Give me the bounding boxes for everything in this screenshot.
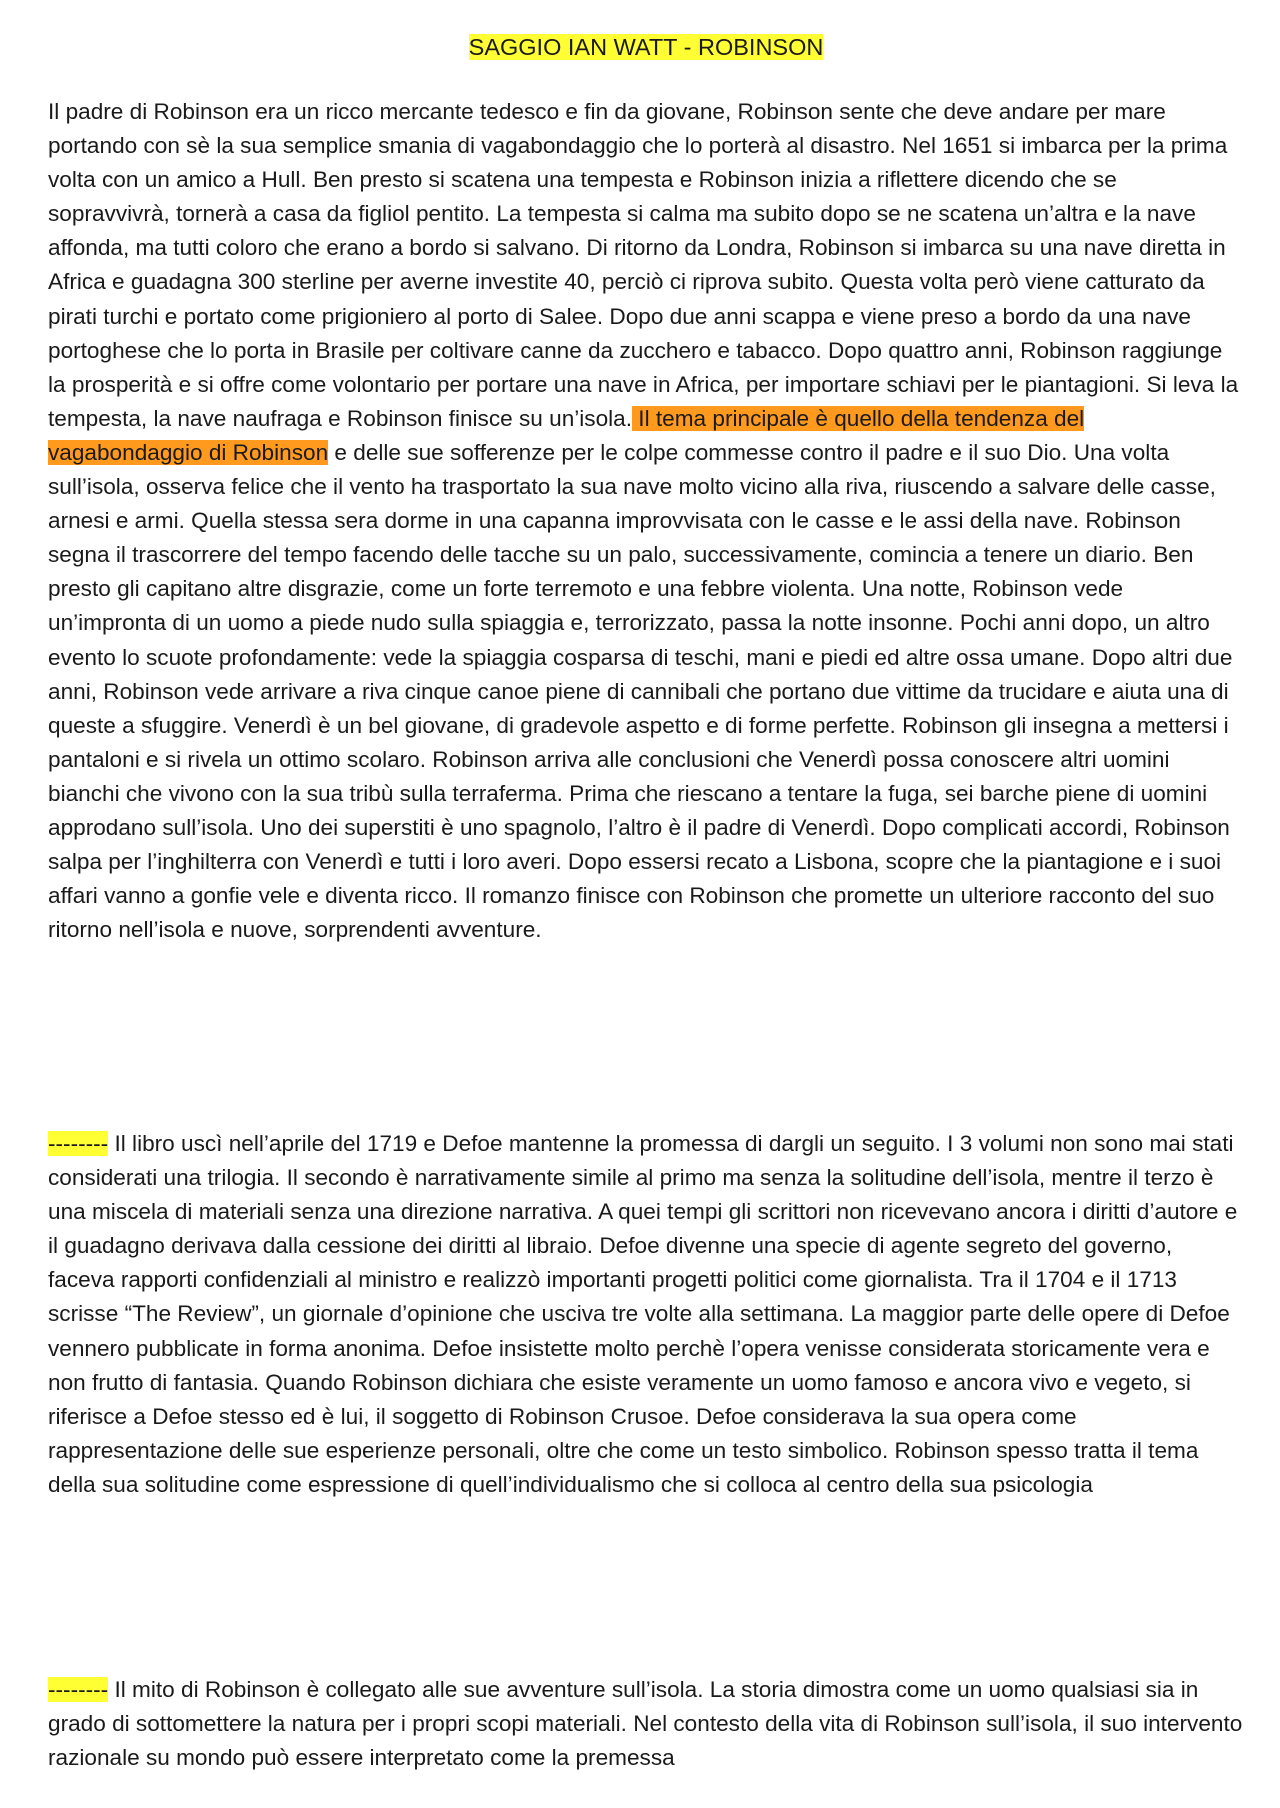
page-title: SAGGIO IAN WATT - ROBINSON [468,34,824,60]
highlighted-theme-sentence: Il tema principale è quello della tendenza del vagabondaggio di Robinson [48,405,1085,465]
paragraph-text: Il padre di Robinson era un ricco mercante tedesco e fin da giovane, Robinson sente che deve andare per mare portando con sè la sua semplice smania di vagabondaggio che lo porterà al disastro. Nel 1651 si imbarca per la prima volta con un amico a Hull. Ben presto si scatena una tempesta e Robinson inizia a riflettere dicendo che se sopravvivrà, tornerà a casa da figliol pentito. La tempesta si calma ma subito dopo se ne scatena un’altra e la nave affonda, ma tutti coloro che erano a bordo si salvano. Di ritorno da Londra, Robinson si imbarca su una nave diretta in Africa e guadagna 300 sterline per averne investite 40, perciò ci riprova subito. Questa volta però viene catturato da pirati turchi e portato come prigioniero al porto di Salee. Dopo due anni scappa e viene preso a bordo da una nave portoghese che lo porta in Brasile per coltivare canne da zucchero e tabacco. Dopo quattro anni, Robinson raggiunge la prosperità e si offre come volontario per portare una nave in Africa, per importare schiavi per le piantagioni. Si leva la tempesta, la nave naufraga e Robinson finisce su un’isola. [48,99,1239,431]
section-marker: -------- [48,1131,109,1156]
paragraph-text: e delle sue sofferenze per le colpe commesse contro il padre e il suo Dio. Una volta sull’isola, osserva felice che il vento ha trasportato la sua nave molto vicino alla riva, riuscendo a salvare delle casse, arnesi e armi. Quella stessa sera dorme in una capanna improvvisata con le casse e le assi della nave. Robinson segna il trascorrere del tempo facendo delle tacche su un palo, successivamente, comincia a tenere un diario. Ben presto gli capitano altre disgrazie, come un forte terremoto e una febbre violenta. Una notte, Robinson vede un’impronta di un uomo a piede nudo sulla spiaggia e, terrorizzato, passa la notte insonne. Pochi anni dopo, un altro evento lo scuote profondamente: vede la spiaggia cosparsa di teschi, mani e piedi ed altre ossa umane. Dopo altri due anni, Robinson vede arrivare a riva cinque canoe piene di cannibali che portano due vittime da trucidare e aiuta una di queste a sfuggire. Venerdì è un bel giovane, di gradevole aspetto e di forme perfette. Robinson gli insegna a mettersi i pantaloni e si rivela un ottimo scolaro. Robinson arriva alle conclusioni che Venerdì possa conoscere altri uomini bianchi che vivono con la sua tribù sulla terraferma. Prima che riescano a tentare la fuga, sei barche piene di uomini approdano sull’isola. Uno dei superstiti è uno spagnolo, l’altro è il padre di Venerdì. Dopo complicati accordi, Robinson salpa per l’inghilterra con Venerdì e tutti i loro averi. Dopo essersi recato a Lisbona, scopre che la piantagione e i suoi affari vanno a gonfie vele e diventa ricco. Il romanzo finisce con Robinson che promette un ulteriore racconto del suo ritorno nell’isola e nuove, sorprendenti avventure. [48,439,1233,943]
paragraph-robinson-myth [48,1673,1244,1775]
paragraph-plot-summary [48,95,1244,947]
title-row [48,30,1244,64]
paragraph-publication-history [48,1127,1244,1502]
section-marker: -------- [48,1677,109,1702]
paragraph-text: Il libro uscì nell’aprile del 1719 e Defoe mantenne la promessa di dargli un seguito. I 3 volumi non sono mai stati considerati una trilogia. Il secondo è narrativamente simile al primo ma senza la solitudine dell’isola, mentre il terzo è una miscela di materiali senza una direzione narrativa. A quei tempi gli scrittori non ricevevano ancora i diritti d’autore e il guadagno derivava dalla cessione dei diritti al libraio. Defoe divenne una specie di agente segreto del governo, faceva rapporti confidenziali al ministro e realizzò importanti progetti politici come giornalista. Tra il 1704 e il 1713 scrisse “The Review”, un giornale d’opinione che usciva tre volte alla settimana. La maggior parte delle opere di Defoe vennero pubblicate in forma anonima. Defoe insistette molto perchè l’opera venisse considerata storicamente vera e non frutto di fantasia. Quando Robinson dichiara che esiste veramente un uomo famoso e ancora vivo e vegeto, si riferisce a Defoe stesso ed è lui, il soggetto di Robinson Crusoe. Defoe considerava la sua opera come rappresentazione delle sue esperienze personali, oltre che come un testo simbolico. Robinson spesso tratta il tema della sua solitudine come espressione di quell’individualismo che si colloca al centro della sua psicologia [48,1131,1238,1497]
paragraph-text: Il mito di Robinson è collegato alle sue avventure sull’isola. La storia dimostra come un uomo qualsiasi sia in grado di sottomettere la natura per i propri scopi materiali. Nel contesto della vita di Robinson sull’isola, il suo intervento razionale su mondo può essere interpretato come la premessa [48,1677,1243,1771]
